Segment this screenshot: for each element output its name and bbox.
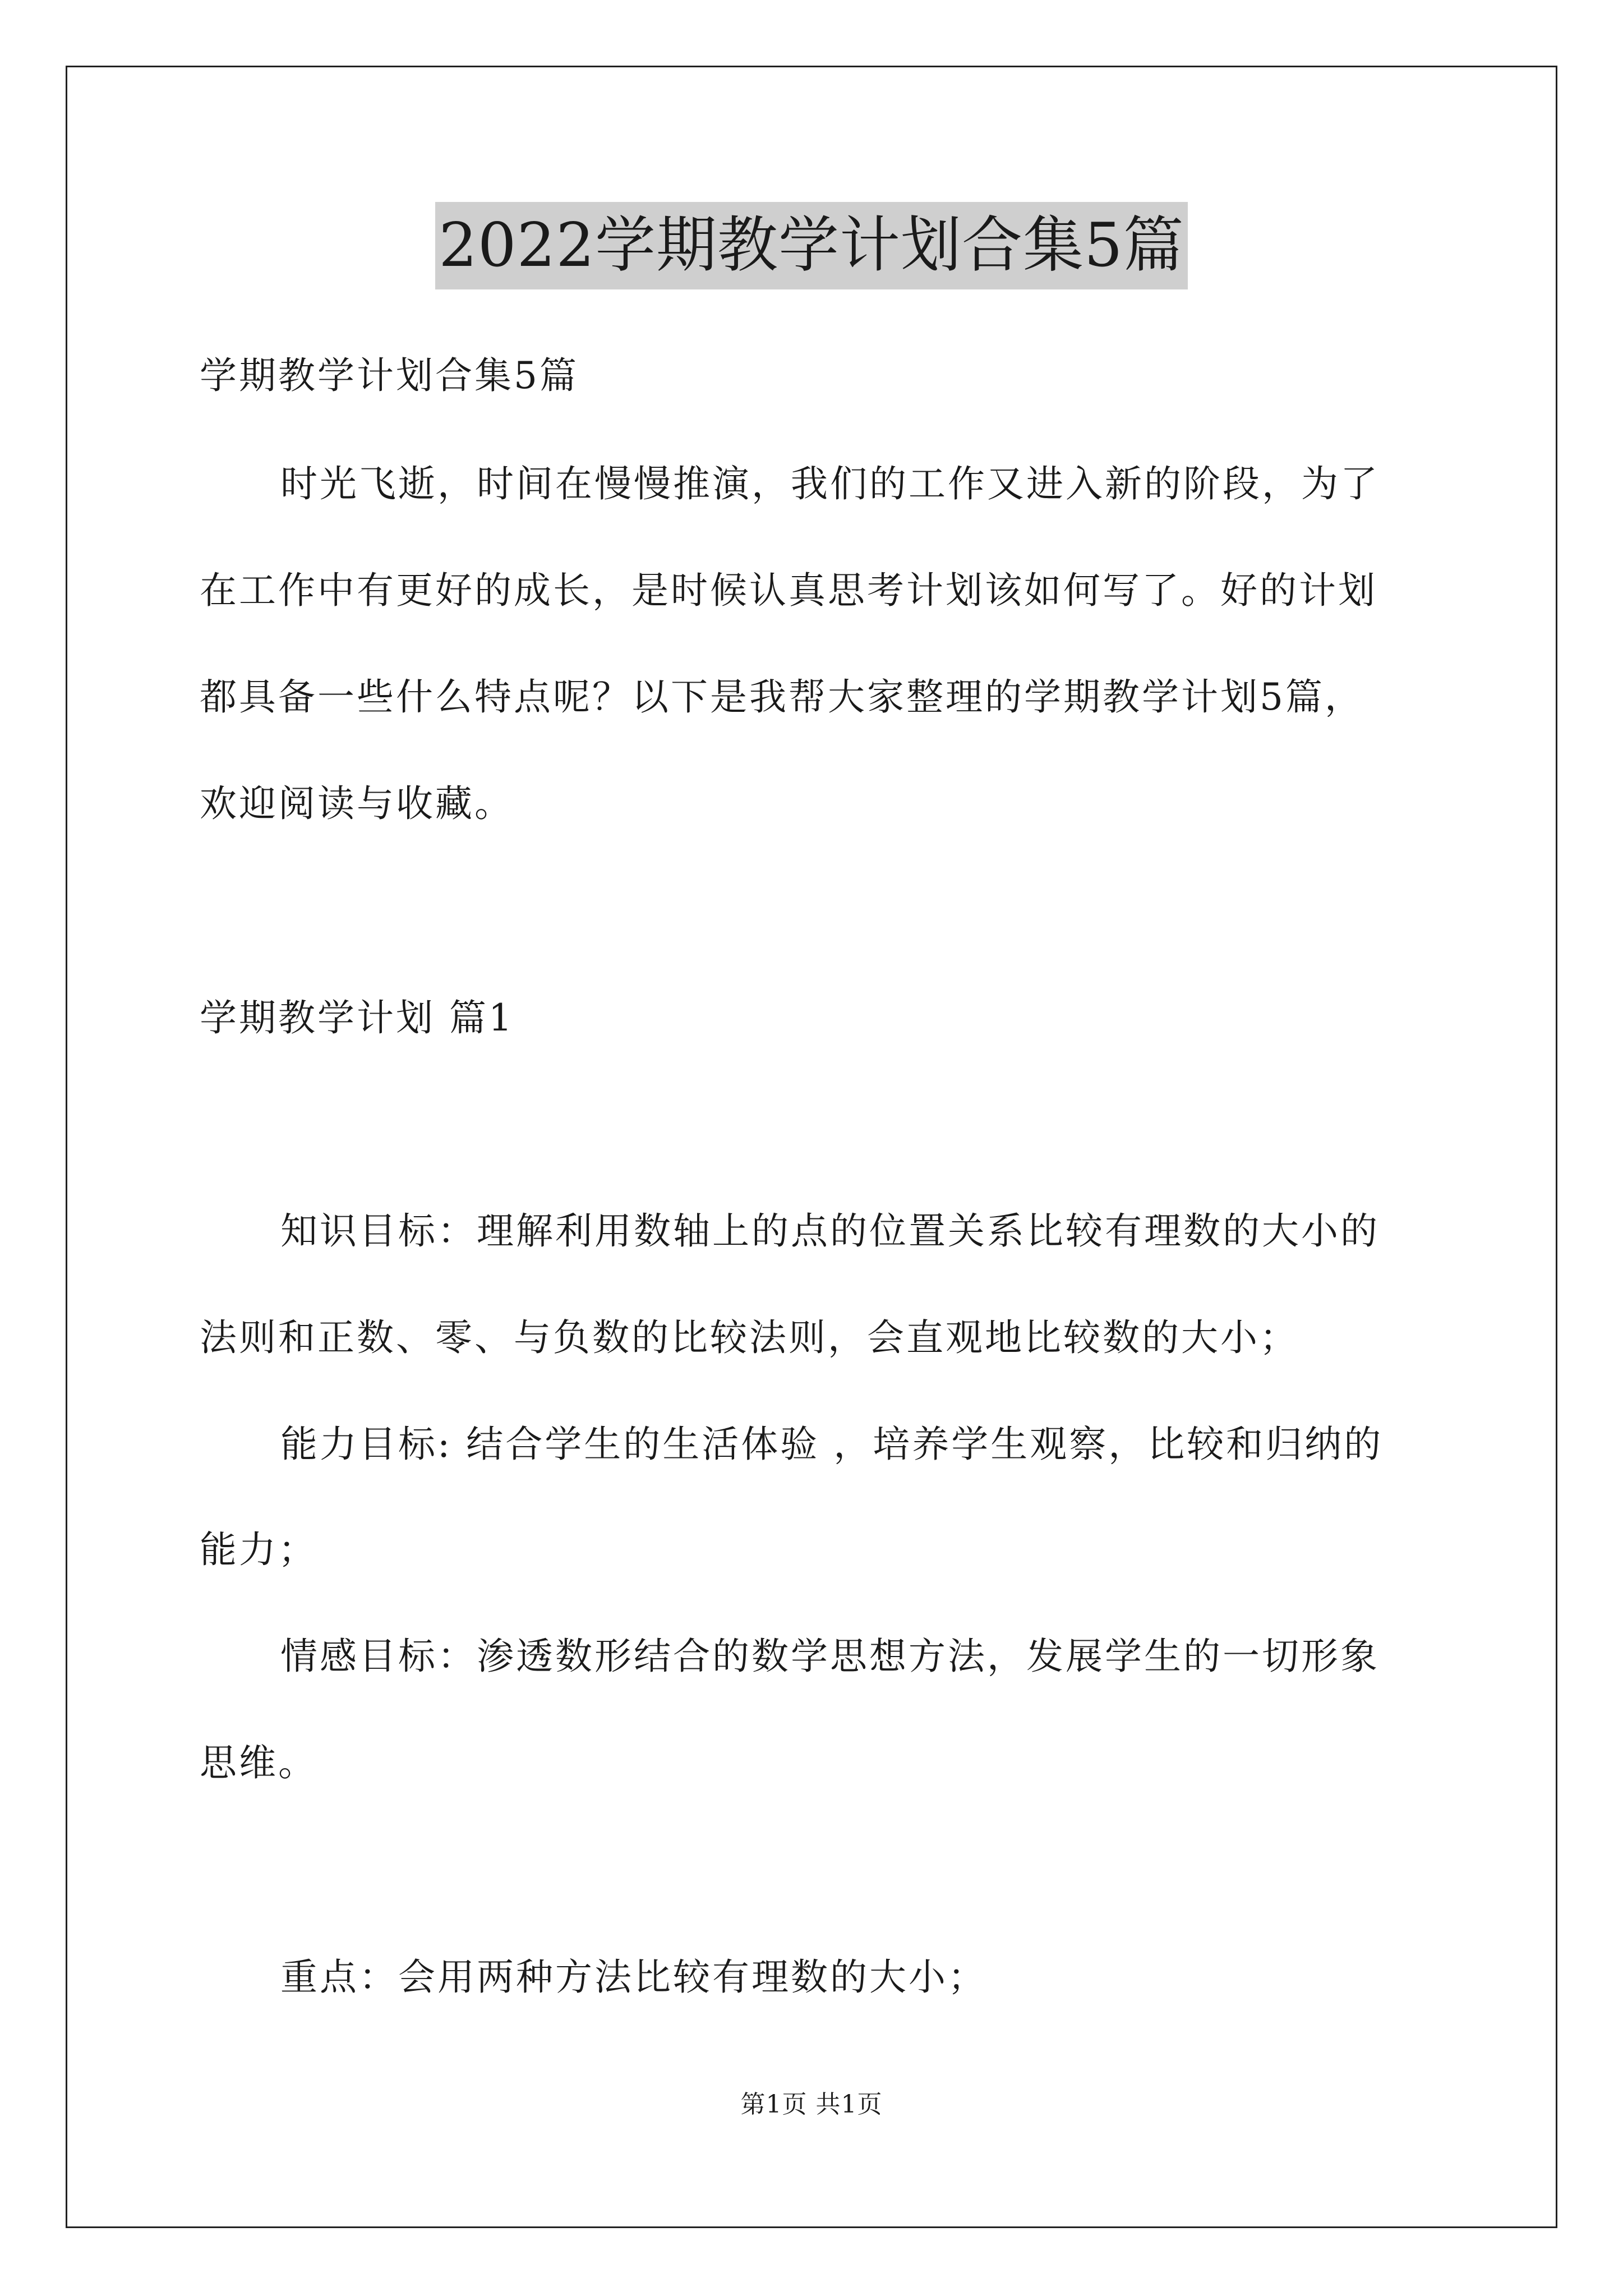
section-heading: 学期教学计划 篇1	[200, 996, 514, 1039]
body-line-2: 法则和正数、零、与负数的比较法则，会直观地比较数的大小；	[200, 1316, 1299, 1359]
body-line-4: 能力；	[200, 1528, 317, 1571]
body-line-5: 情感目标：渗透数形结合的数学思想方法，发展学生的一切形象	[280, 1635, 1380, 1678]
body-line-7: 重点：会用两种方法比较有理数的大小；	[280, 1955, 987, 1999]
intro-line-4: 欢迎阅读与收藏。	[200, 782, 514, 825]
body-line-3: 能力目标: 结合学生的生活体验 ，培养学生观察，比较和归纳的	[280, 1423, 1384, 1466]
body-line-1: 知识目标：理解利用数轴上的点的位置关系比较有理数的大小的	[280, 1209, 1380, 1253]
intro-line-2: 在工作中有更好的成长，是时候认真思考计划该如何写了。好的计划	[200, 569, 1377, 612]
title-container	[0, 202, 1623, 289]
document-subtitle: 学期教学计划合集5篇	[200, 354, 579, 397]
intro-line-3: 都具备一些什么特点呢？以下是我帮大家整理的学期教学计划5篇，	[200, 675, 1364, 719]
document-title: 2022学期教学计划合集5篇	[435, 202, 1188, 289]
page-footer: 第1页 共1页	[740, 2090, 883, 2119]
intro-line-1: 时光飞逝，时间在慢慢推演，我们的工作又进入新的阶段，为了	[280, 462, 1380, 505]
body-line-6: 思维。	[200, 1741, 317, 1784]
